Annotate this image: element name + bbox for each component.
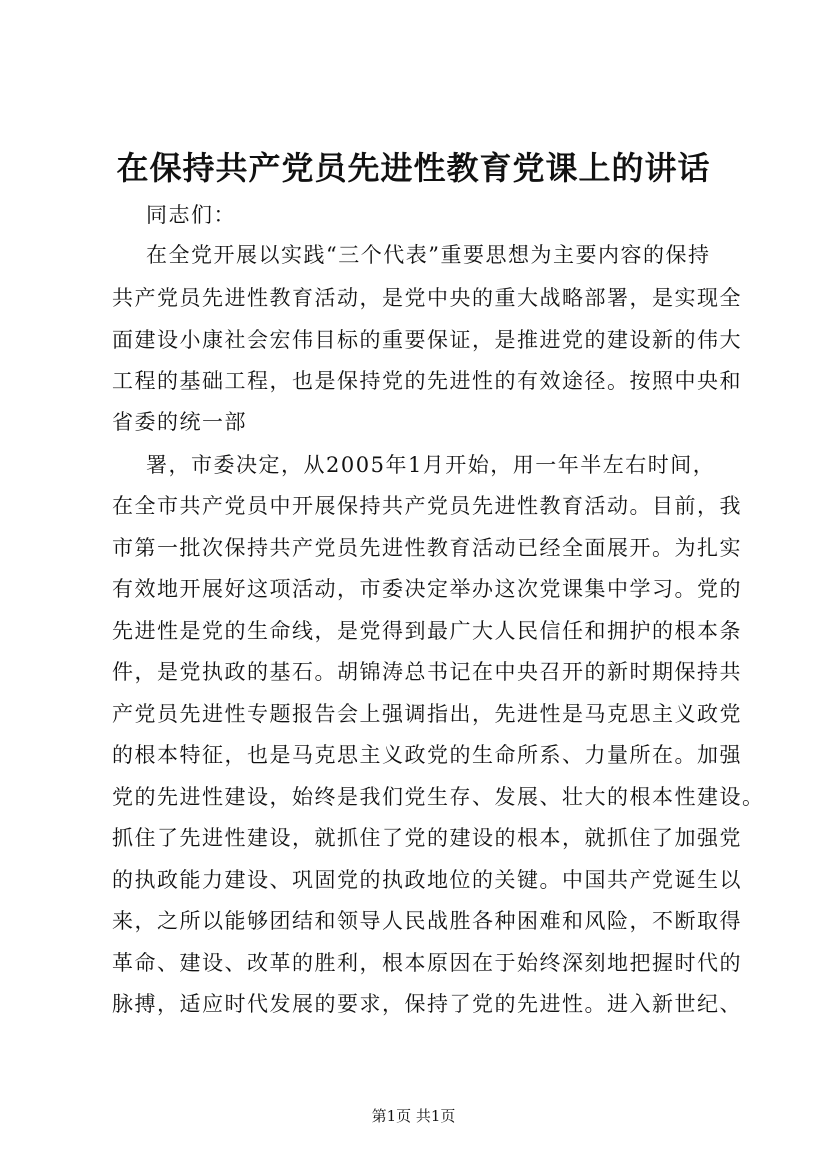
- document-title: 在保持共产党员先进性教育党课上的讲话: [116, 149, 711, 187]
- body-line: 在全市共产党员中开展保持共产党员先进性教育活动。目前，我: [112, 494, 742, 518]
- body-line: 省委的统一部: [112, 410, 247, 434]
- body-line: 市第一批次保持共产党员先进性教育活动已经全面展开。为扎实: [112, 536, 742, 560]
- body-line: 抓住了先进性建设，就抓住了党的建设的根本，就抓住了加强党: [112, 826, 742, 850]
- body-line: 面建设小康社会宏伟目标的重要保证，是推进党的建设新的伟大: [112, 328, 742, 352]
- body-line: 署，市委决定，从2005年1月开始，用一年半左右时间，: [146, 453, 716, 477]
- body-line: 先进性是党的生命线，是党得到最广大人民信任和拥护的根本条: [112, 619, 742, 643]
- body-line: 有效地开展好这项活动，市委决定举办这次党课集中学习。党的: [112, 577, 742, 601]
- body-line: 脉搏，适应时代发展的要求，保持了党的先进性。进入新世纪、: [112, 992, 742, 1016]
- body-line: 件，是党执政的基石。胡锦涛总书记在中央召开的新时期保持共: [112, 660, 742, 684]
- page-footer: 第1页 共1页: [371, 1107, 456, 1125]
- body-line: 在全党开展以实践“三个代表”重要思想为主要内容的保持: [146, 243, 711, 267]
- body-line: 工程的基础工程，也是保持党的先进性的有效途径。按照中央和: [112, 369, 742, 393]
- body-line: 革命、建设、改革的胜利，根本原因在于始终深刻地把握时代的: [112, 951, 742, 975]
- body-line: 的执政能力建设、巩固党的执政地位的关键。中国共产党诞生以: [112, 868, 742, 892]
- body-line: 共产党员先进性教育活动，是党中央的重大战略部署，是实现全: [112, 286, 742, 310]
- salutation: 同志们：: [146, 203, 236, 227]
- body-line: 的根本特征，也是马克思主义政党的生命所系、力量所在。加强: [112, 743, 742, 767]
- body-line: 来，之所以能够团结和领导人民战胜各种困难和风险，不断取得: [112, 909, 742, 933]
- body-line: 党的先进性建设，始终是我们党生存、发展、壮大的根本性建设。: [112, 785, 765, 809]
- body-line: 产党员先进性专题报告会上强调指出，先进性是马克思主义政党: [112, 702, 742, 726]
